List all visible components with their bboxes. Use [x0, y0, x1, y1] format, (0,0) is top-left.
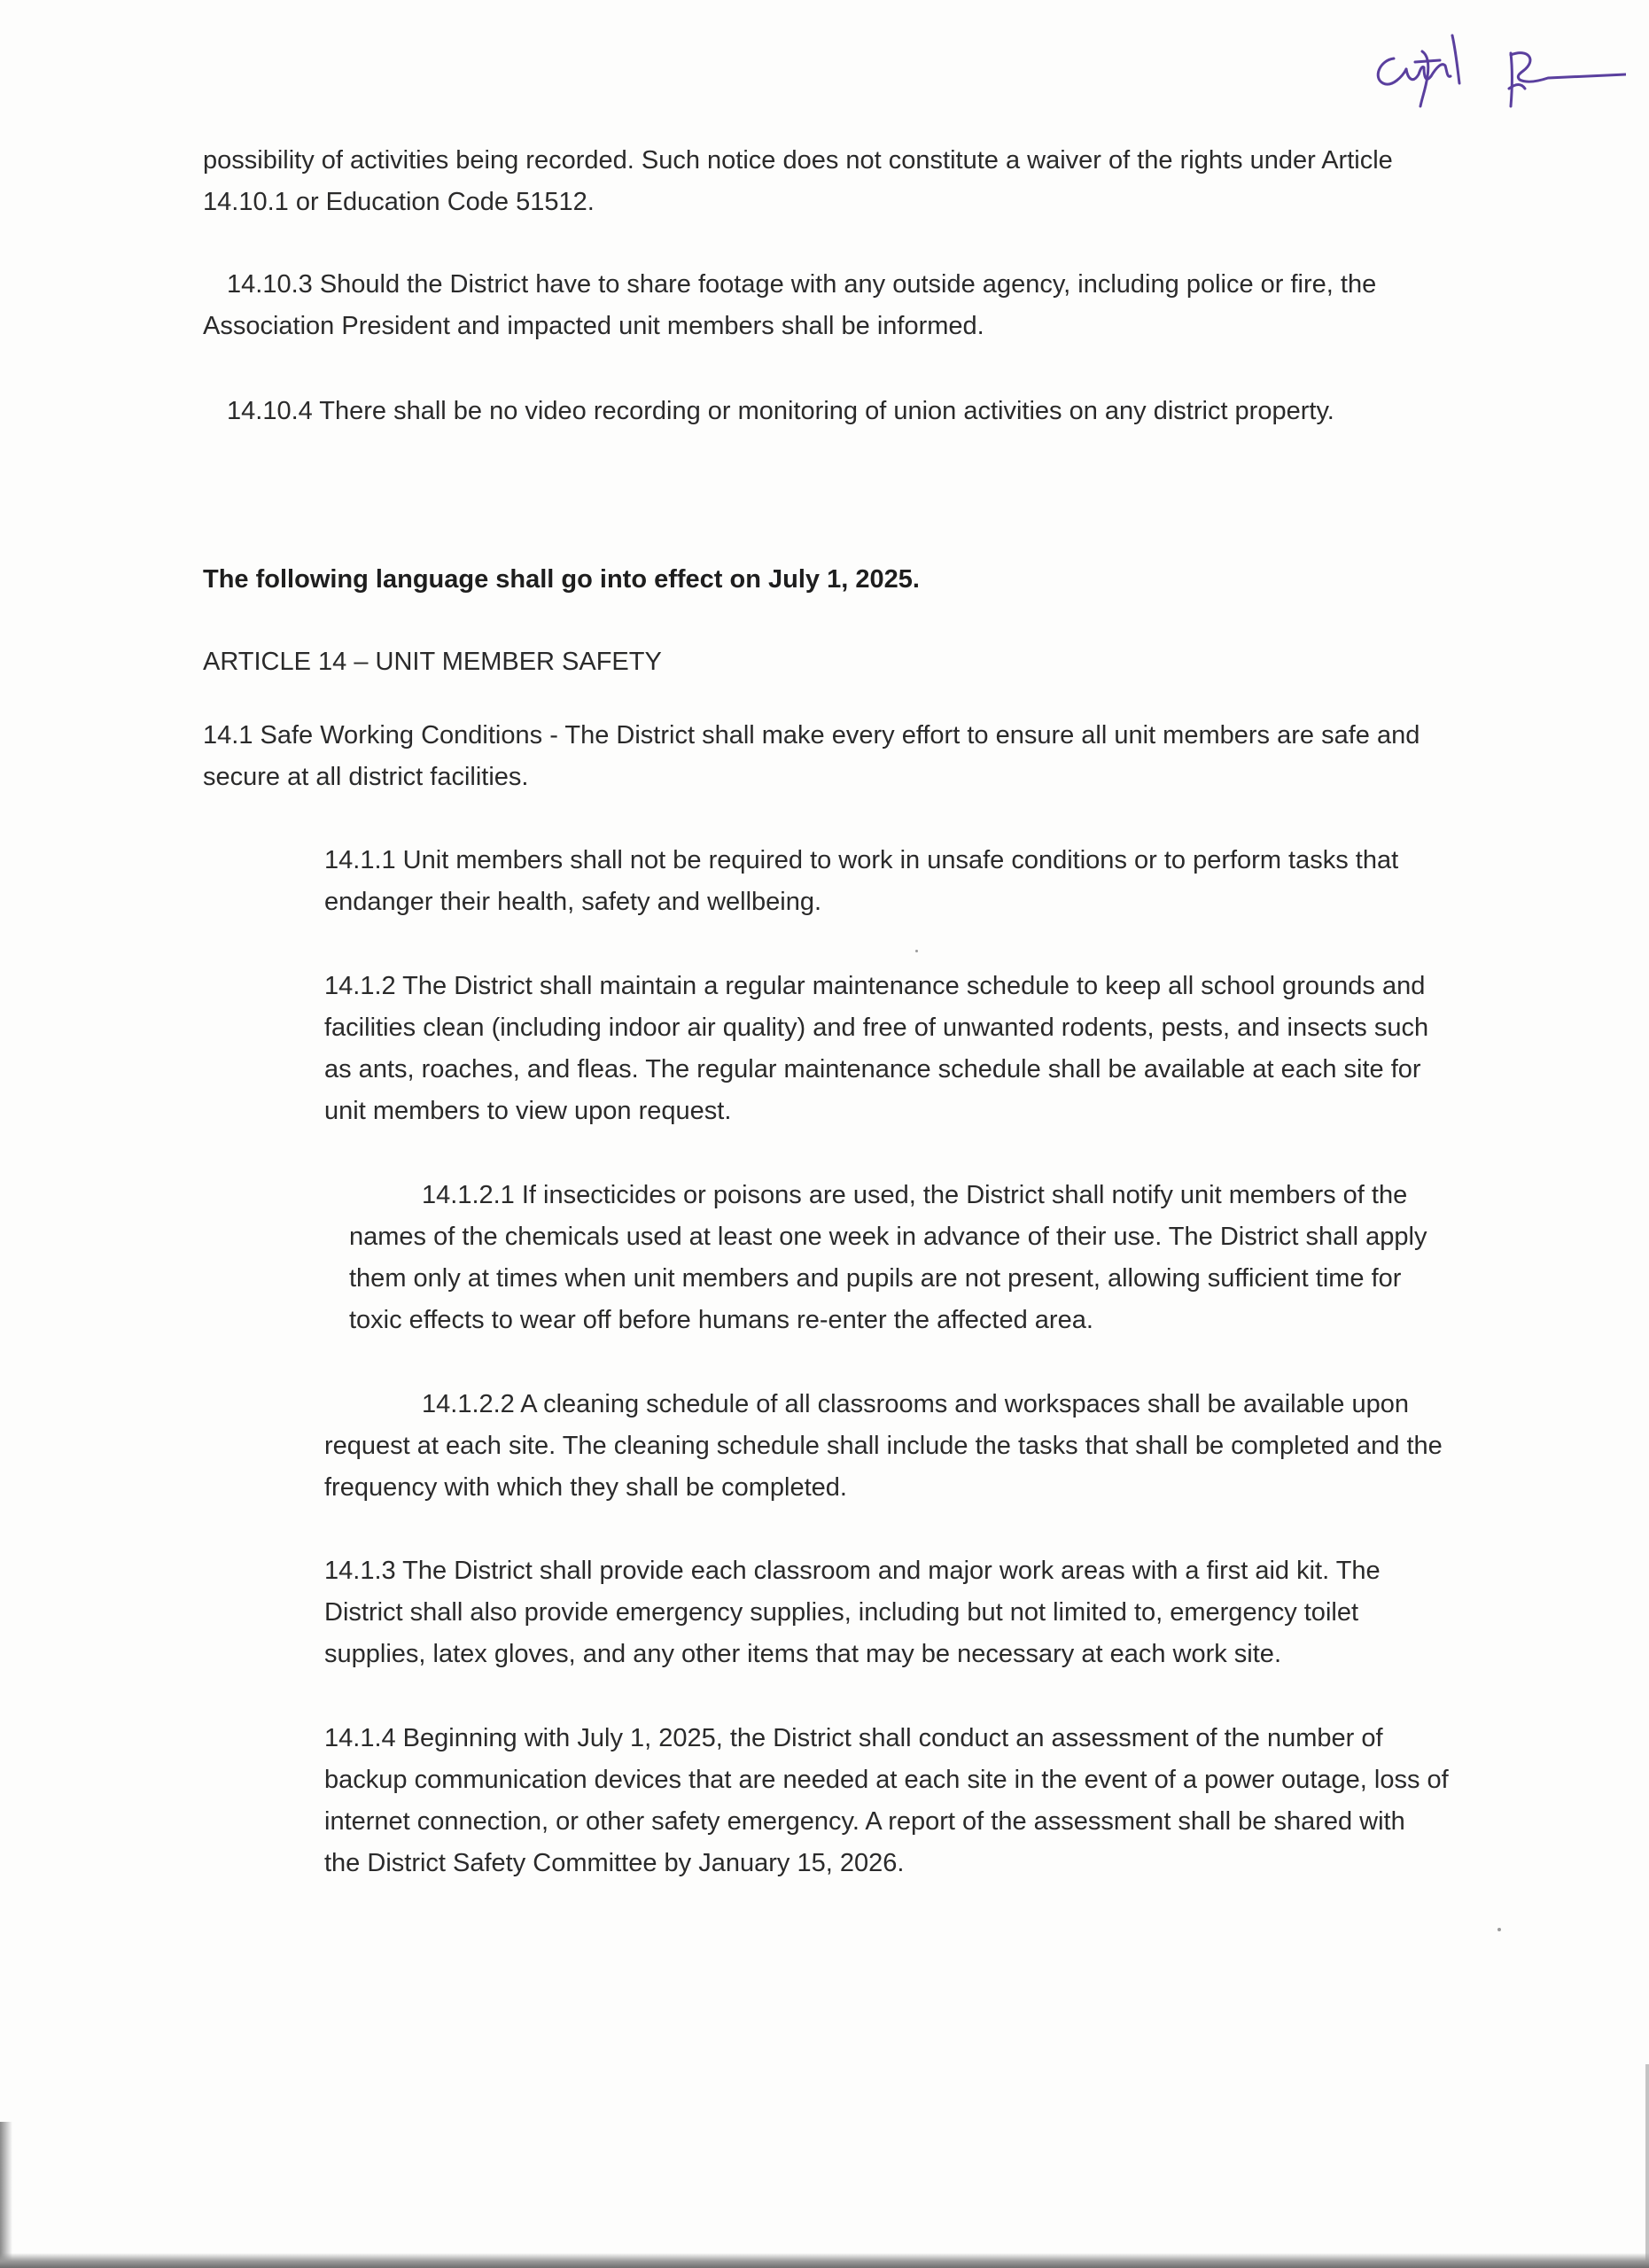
handwritten-initials-signature [1360, 25, 1626, 122]
effective-date-notice: The following language shall go into effect on July 1, 2025. [203, 565, 920, 594]
text-line: supplies, latex gloves, and any other items that may be necessary at each work site. [324, 1640, 1281, 1668]
text-line: 14.1 Safe Working Conditions - The District shall make every effort to ensure all unit members are safe and [203, 721, 1420, 750]
text-line: 14.1.2.2 A cleaning schedule of all classrooms and workspaces shall be available upon [422, 1390, 1409, 1418]
text-line: toxic effects to wear off before humans re-enter the affected area. [349, 1306, 1093, 1334]
text-line: as ants, roaches, and fleas. The regular maintenance schedule shall be available at each site for [324, 1055, 1421, 1084]
text-line: frequency with which they shall be completed. [324, 1473, 847, 1502]
text-line: 14.1.4 Beginning with July 1, 2025, the District shall conduct an assessment of the number of [324, 1724, 1383, 1752]
text-line: 14.1.3 The District shall provide each classroom and major work areas with a first aid kit. The [324, 1557, 1381, 1585]
scan-speck [1497, 1928, 1501, 1931]
text-line: 14.10.4 There shall be no video recording or monitoring of union activities on any district property. [227, 397, 1334, 425]
text-line: 14.1.2.1 If insecticides or poisons are used, the District shall notify unit members of the [422, 1181, 1408, 1209]
text-line: backup communication devices that are needed at each site in the event of a power outage, loss of [324, 1766, 1449, 1794]
text-line: District shall also provide emergency supplies, including but not limited to, emergency toilet [324, 1598, 1359, 1627]
scan-edge-shadow-bottom [0, 2253, 1649, 2268]
text-line: 14.1.1 Unit members shall not be required to work in unsafe conditions or to perform tasks that [324, 846, 1399, 874]
text-line: unit members to view upon request. [324, 1097, 732, 1125]
text-line: internet connection, or other safety emergency. A report of the assessment shall be shared with [324, 1807, 1405, 1836]
text-line: names of the chemicals used at least one week in advance of their use. The District shall apply [349, 1223, 1427, 1251]
text-line: them only at times when unit members and pupils are not present, allowing sufficient time for [349, 1264, 1402, 1293]
text-line: possibility of activities being recorded. Such notice does not constitute a waiver of the rights under Article [203, 146, 1393, 175]
scan-edge-shadow-left [0, 2122, 12, 2268]
text-line: endanger their health, safety and wellbeing. [324, 888, 822, 916]
article-heading: ARTICLE 14 – UNIT MEMBER SAFETY [203, 648, 662, 676]
text-line: 14.10.3 Should the District have to share footage with any outside agency, including police or fire, the [227, 270, 1377, 299]
text-line: request at each site. The cleaning schedule shall include the tasks that shall be completed and the [324, 1432, 1443, 1460]
text-line: facilities clean (including indoor air quality) and free of unwanted rodents, pests, and insects such [324, 1014, 1429, 1042]
scan-edge-shadow-right [1645, 2064, 1649, 2268]
text-line: Association President and impacted unit members shall be informed. [203, 312, 984, 340]
text-line: 14.1.2 The District shall maintain a regular maintenance schedule to keep all school grounds and [324, 972, 1426, 1000]
text-line: 14.10.1 or Education Code 51512. [203, 188, 595, 216]
text-line: the District Safety Committee by January 15, 2026. [324, 1849, 905, 1877]
scan-speck [915, 950, 918, 952]
text-line: secure at all district facilities. [203, 763, 529, 791]
